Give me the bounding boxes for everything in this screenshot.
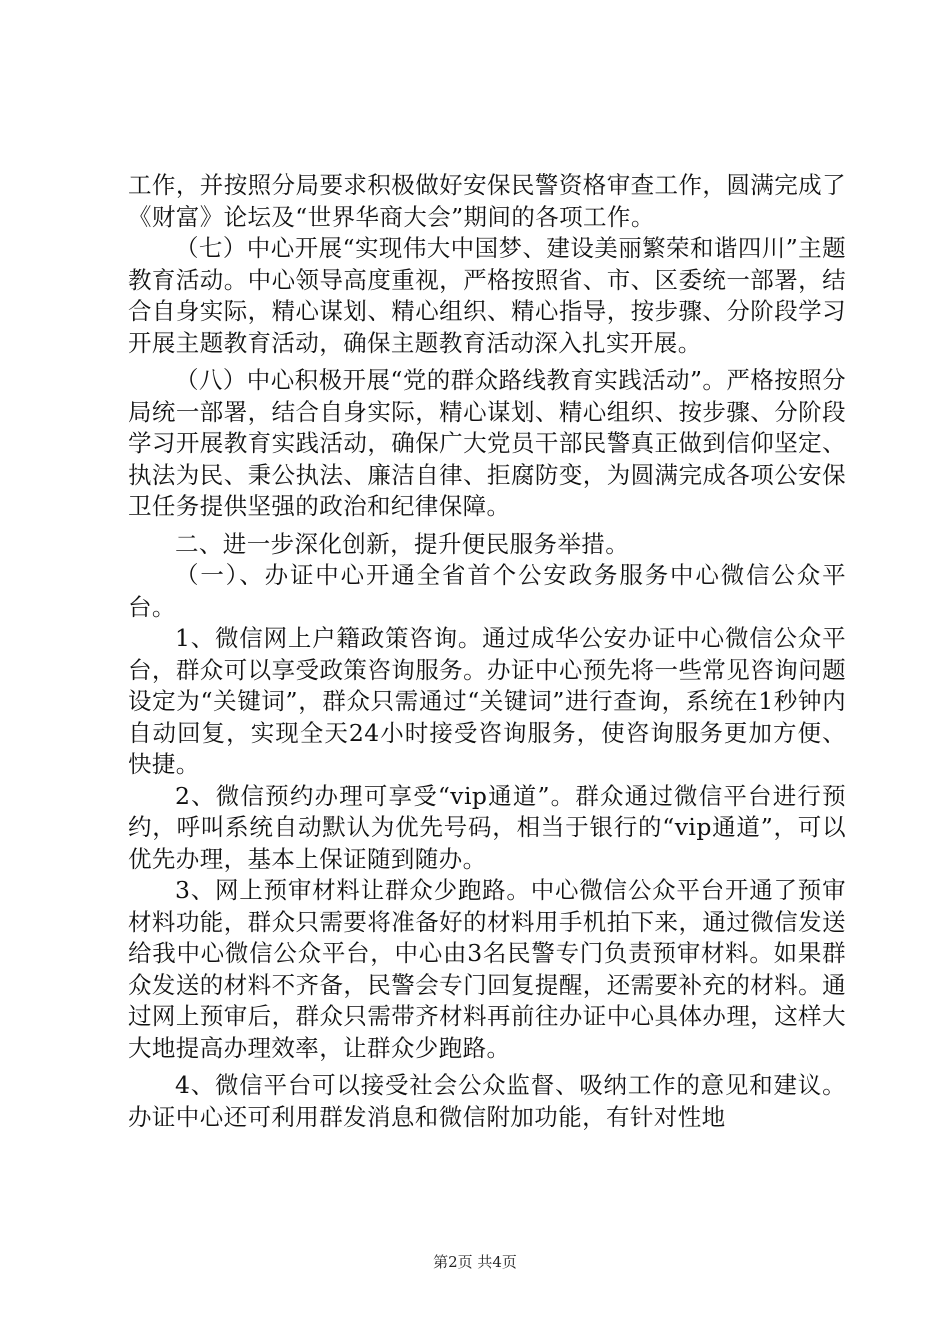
paragraph-item-4: 4、微信平台可以接受社会公众监督、吸纳工作的意见和建议。办证中心还可利用群发消息和微信附加功能，有针对性地 [128,1071,846,1131]
paragraph-3: （八）中心积极开展“党的群众路线教育实践活动”。严格按照分局统一部署，结合自身实际，精心谋划、精心组织、按步骤、分阶段学习开展教育实践活动，确保广大党员干部民警真正做到信仰坚定、执法为民、秉公执法、廉洁自律、拒腐防变，为圆满完成各项公安保卫任务提供坚强的政治和纪律保障。 [128,366,846,520]
paragraph-1: 工作，并按照分局要求积极做好安保民警资格审查工作，圆满完成了《财富》论坛及“世界华商大会”期间的各项工作。 [128,171,846,231]
paragraph-item-3: 3、网上预审材料让群众少跑路。中心微信公众平台开通了预审材料功能，群众只需要将准备好的材料用手机拍下来，通过微信发送给我中心微信公众平台，中心由3名民警专门负责预审材料。如果群众发送的材料不齐备，民警会专门回复提醒，还需要补充的材料。通过网上预审后，群众只需带齐材料再前往办证中心具体办理，这样大大地提高办理效率，让群众少跑路。 [128,876,846,1062]
paragraph-item-1: 1、微信网上户籍政策咨询。通过成华公安办证中心微信公众平台，群众可以享受政策咨询服务。办证中心预先将一些常见咨询问题设定为“关键词”，群众只需通过“关键词”进行查询，系统在1秒钟内自动回复，实现全天24小时接受咨询服务，使咨询服务更加方便、快捷。 [128,624,846,778]
page-number-footer: 第2页 共4页 [433,1253,517,1271]
paragraph-item-2: 2、微信预约办理可享受“vip通道”。群众通过微信平台进行预约，呼叫系统自动默认为优先号码，相当于银行的“vip通道”，可以优先办理，基本上保证随到随办。 [128,781,846,873]
subsection-heading: （一）、办证中心开通全省首个公安政务服务中心微信公众平台。 [128,561,846,621]
section-heading: 二、进一步深化创新，提升便民服务举措。 [175,529,630,558]
document-body [128,170,846,1133]
paragraph-2: （七）中心开展“实现伟大中国梦、建设美丽繁荣和谐四川”主题教育活动。中心领导高度重视，严格按照省、市、区委统一部署，结合自身实际，精心谋划、精心组织、精心指导，按步骤、分阶段学习开展主题教育活动，确保主题教育活动深入扎实开展。 [128,234,846,357]
